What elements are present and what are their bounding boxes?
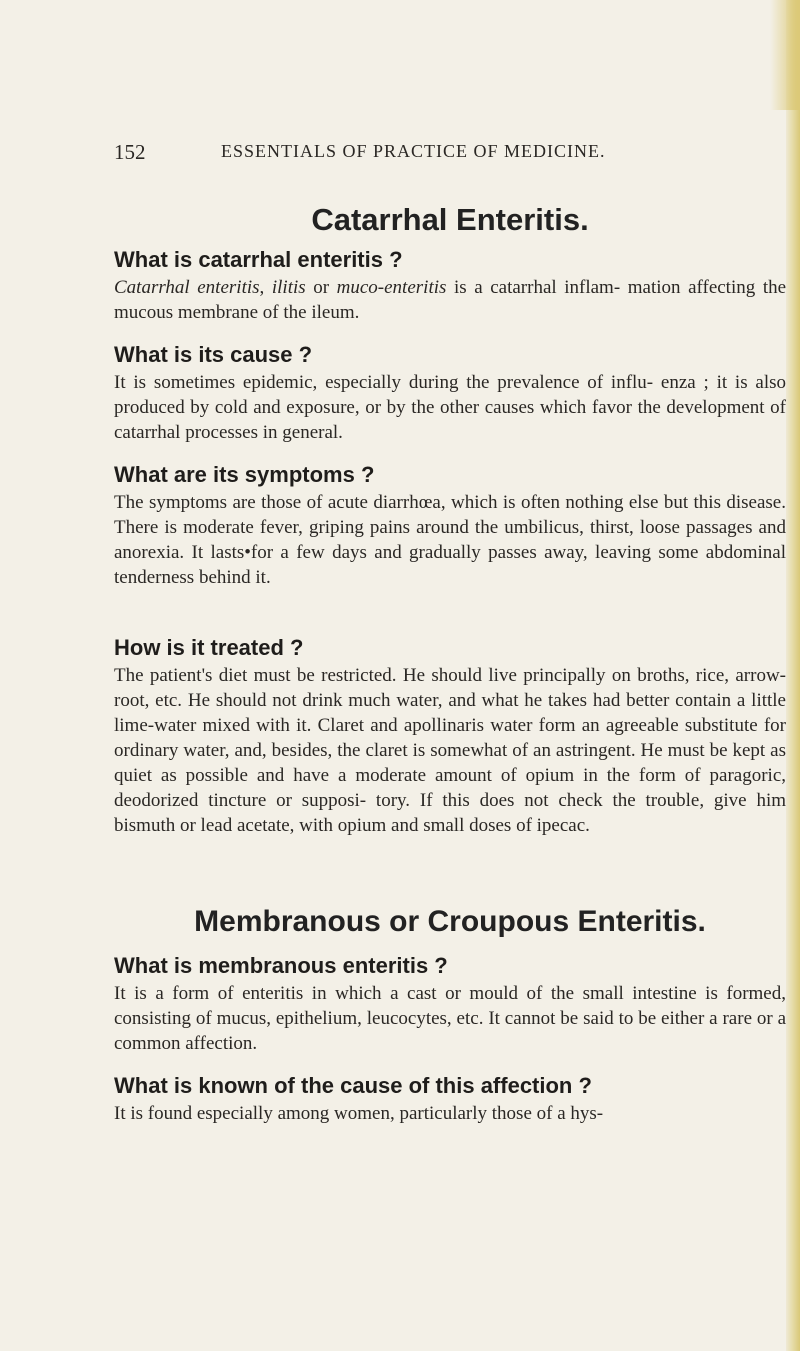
answer-paragraph <box>114 275 786 325</box>
answer-paragraph: It is found especially among women, particularly those of a hys- <box>114 1103 604 1124</box>
answer-term: ilitis <box>271 277 306 298</box>
answer-paragraph: The symptoms are those of acute diarrhœa, which is often nothing else but this disease. There is moderate fever, griping pains around the umbilicus, thirst, loose passages and anorexia. It lasts•for a few days and gradually passes away, leaving some abdominal tenderness behind it. <box>114 492 786 588</box>
question-heading: What is catarrhal enteritis ? <box>114 247 403 272</box>
question-heading: What is its cause ? <box>114 342 313 367</box>
section-title-catarrhal: Catarrhal Enteritis. <box>311 202 589 237</box>
page-edge-shadow <box>770 0 800 110</box>
answer-paragraph: The patient's diet must be restricted. He should live principally on broths, rice, arrow-root, etc. He should not drink much water, and what he takes had better contain a little lime-water mixed with it. Claret and apollinaris water form an agreeable substitute for ordinary water, and, besides, the claret is somewhat of an astringent. He must be kept as quiet as possible and have a moderate amount of opium in the form of paragoric, deodorized tincture or supposi- tory. If this does not check the trouble, give him bismuth or lead acetate, with opium and small doses of ipecac. <box>114 665 786 836</box>
answer-paragraph: It is sometimes epidemic, especially during the prevalence of influ- enza ; it is also produced by cold and exposure, or by the other causes which favor the development of catarrhal processes in general. <box>114 372 786 443</box>
section-title-membranous: Membranous or Croupous Enteritis. <box>194 905 706 938</box>
question-heading: How is it treated ? <box>114 635 304 660</box>
question-heading: What is known of the cause of this affection ? <box>114 1073 592 1098</box>
answer-term: Catarrhal enteritis <box>114 277 260 298</box>
answer-text: is a catarrhal inflam- mation affecting the mucous membrane of the ileum. <box>114 277 787 323</box>
question-heading: What is membranous enteritis ? <box>114 953 448 978</box>
answer-text: or <box>305 277 337 298</box>
page-number: 152 <box>114 140 146 164</box>
answer-text: , <box>259 277 272 298</box>
question-heading: What are its symptoms ? <box>114 462 375 487</box>
answer-term: muco-enteritis <box>336 277 447 298</box>
answer-paragraph: It is a form of enteritis in which a cast or mould of the small intestine is formed, consisting of mucus, epithelium, leucocytes, etc. It cannot be said to be either a rare or a common affection. <box>114 983 786 1054</box>
running-title: ESSENTIALS OF PRACTICE OF MEDICINE. <box>221 141 606 161</box>
page-edge <box>786 0 800 1351</box>
